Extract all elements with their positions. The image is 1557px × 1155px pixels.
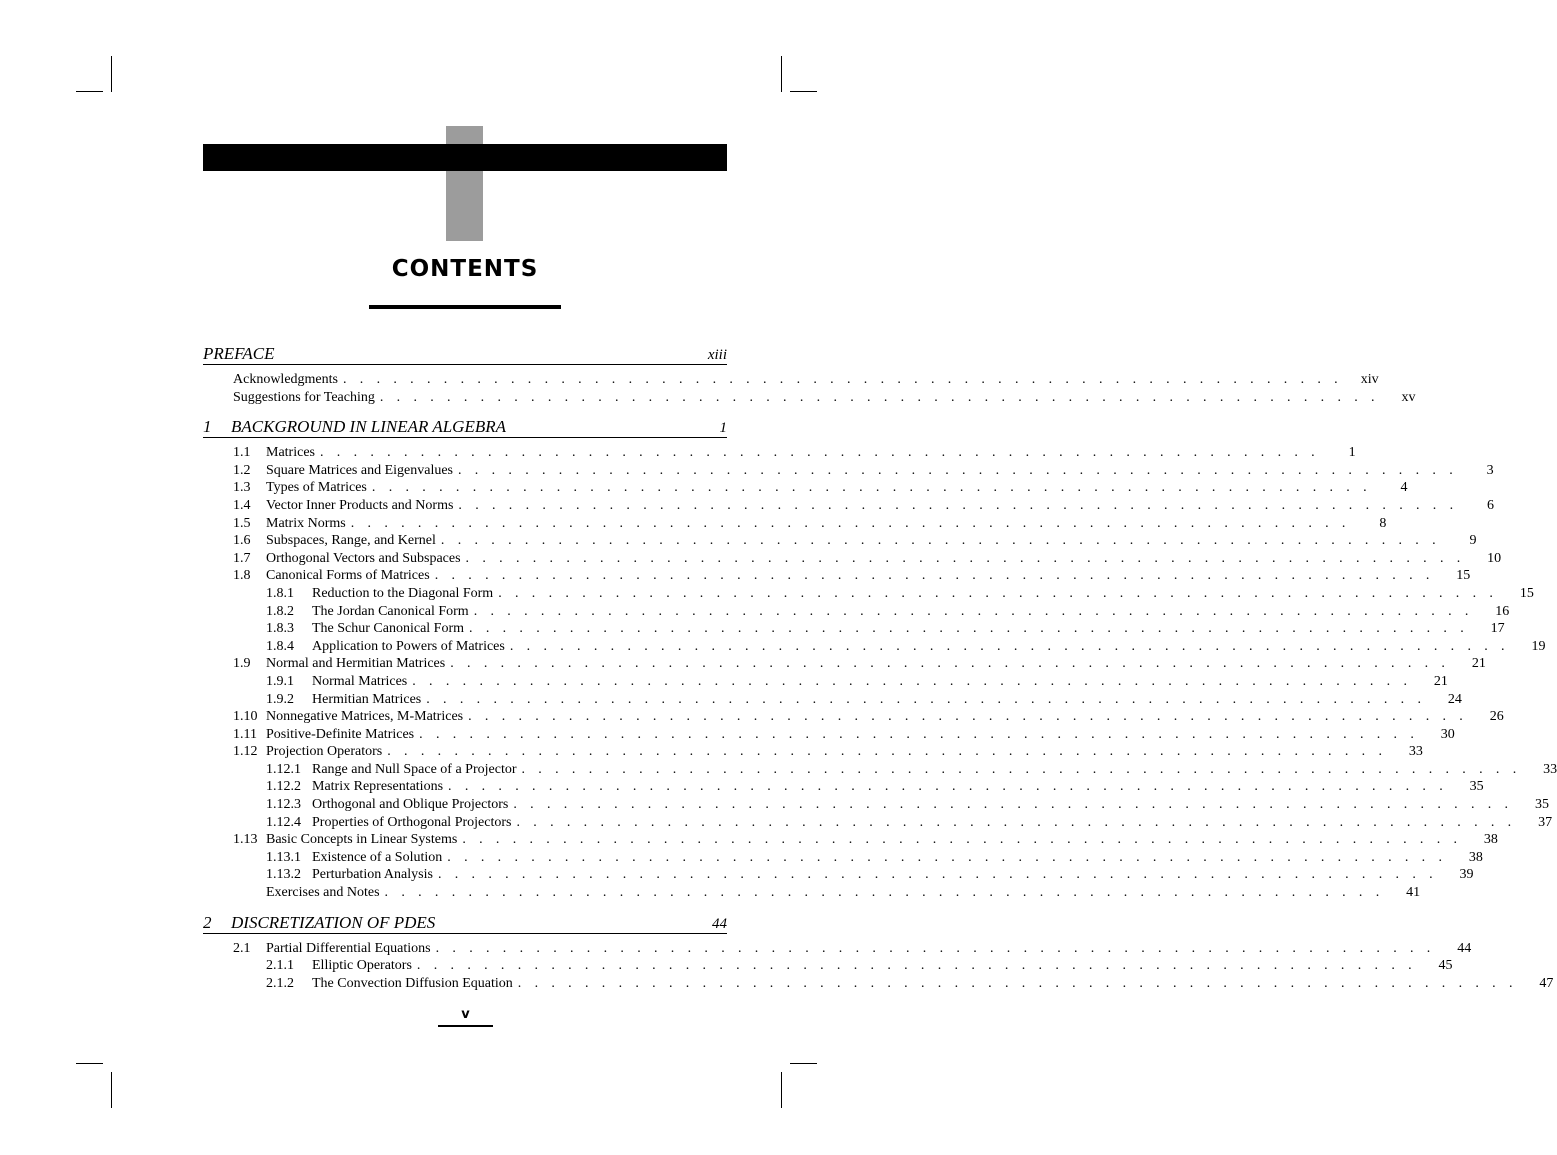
- entry-number: 1.11: [233, 726, 257, 742]
- chapter-page: 44: [712, 915, 727, 932]
- entry-page: 15: [1456, 568, 1471, 584]
- chapter-number: 1: [203, 417, 212, 437]
- dot-leader: . . . . . . . . . . . . . . . . . . . . . . . . . . . . . . . . . . . . . . . . . . . . . . . . . . . . . . . . . . . .: [437, 867, 1438, 883]
- entry-title: Matrix Representations: [312, 779, 444, 795]
- entry-page: 4: [1400, 480, 1408, 496]
- toc-entry[interactable]: [203, 462, 1494, 480]
- dot-leader: . . . . . . . . . . . . . . . . . . . . . . . . . . . . . . . . . . . . . . . . . . . . . . . . . . . . . . . . . . . .: [379, 389, 1380, 405]
- entry-title: Perturbation Analysis: [312, 867, 433, 883]
- dot-leader: . . . . . . . . . . . . . . . . . . . . . . . . . . . . . . . . . . . . . . . . . . . . . . . . . . . . . . . . . . . .: [517, 975, 1518, 991]
- entry-page: 41: [1406, 885, 1421, 901]
- toc-entry[interactable]: [203, 866, 1474, 884]
- chapter-heading[interactable]: [203, 343, 727, 365]
- entry-title: Elliptic Operators: [312, 958, 412, 974]
- toc-entry[interactable]: [203, 603, 1510, 621]
- entry-number: 1.9: [233, 656, 251, 672]
- entry-list: [203, 365, 1416, 416]
- table-of-contents: [203, 343, 1557, 1002]
- crop-mark: [76, 91, 103, 92]
- crop-mark: [790, 91, 817, 92]
- dot-leader: . . . . . . . . . . . . . . . . . . . . . . . . . . . . . . . . . . . . . . . . . . . . . . . . . . . . . . . . . . . .: [473, 603, 1474, 619]
- toc-entry[interactable]: [203, 638, 1546, 656]
- dot-leader: . . . . . . . . . . . . . . . . . . . . . . . . . . . . . . . . . . . . . . . . . . . . . . . . . . . . . . . . . . . .: [435, 940, 1436, 956]
- dot-leader: . . . . . . . . . . . . . . . . . . . . . . . . . . . . . . . . . . . . . . . . . . . . . . . . . . . . . . . . . . . .: [465, 550, 1466, 566]
- entry-title: Orthogonal and Oblique Projectors: [312, 797, 509, 813]
- dot-leader: . . . . . . . . . . . . . . . . . . . . . . . . . . . . . . . . . . . . . . . . . . . . . . . . . . . . . . . . . . . .: [412, 673, 1412, 689]
- chapter-heading[interactable]: [203, 912, 727, 934]
- dot-leader: . . . . . . . . . . . . . . . . . . . . . . . . . . . . . . . . . . . . . . . . . . . . . . . . . . . . . . . . . . . .: [447, 849, 1447, 865]
- entry-number: 1.5: [233, 515, 251, 531]
- dot-leader: . . . . . . . . . . . . . . . . . . . . . . . . . . . . . . . . . . . . . . . . . . . . . . . . . . . . . . . . . . . .: [469, 621, 1469, 637]
- title-rule: [369, 305, 561, 309]
- entry-number: 1.8.1: [266, 585, 294, 601]
- entry-page: 19: [1531, 638, 1546, 654]
- toc-entry[interactable]: [203, 796, 1549, 814]
- crop-mark: [111, 56, 112, 92]
- dot-leader: . . . . . . . . . . . . . . . . . . . . . . . . . . . . . . . . . . . . . . . . . . . . . . . . . . . . . . . . . . . .: [434, 568, 1435, 584]
- crop-mark: [781, 56, 782, 92]
- toc-entry[interactable]: [203, 849, 1483, 867]
- entry-page: 38: [1483, 832, 1498, 848]
- entry-page: 26: [1489, 709, 1504, 725]
- page-number: v: [461, 1007, 470, 1022]
- entry-title: Vector Inner Products and Norms: [266, 497, 454, 513]
- dot-leader: . . . . . . . . . . . . . . . . . . . . . . . . . . . . . . . . . . . . . . . . . . . . . . . . . . . . . . . . . . . .: [458, 497, 1459, 513]
- crop-mark: [790, 1063, 817, 1064]
- entry-page: 17: [1490, 621, 1505, 637]
- entry-page: 33: [1408, 744, 1423, 760]
- toc-entry[interactable]: [203, 814, 1553, 832]
- entry-number: 1.1: [233, 445, 251, 461]
- entry-page: 9: [1469, 533, 1477, 549]
- entry-number: 1.8.4: [266, 638, 294, 654]
- dot-leader: . . . . . . . . . . . . . . . . . . . . . . . . . . . . . . . . . . . . . . . . . . . . . . . . . . . . . . . . . . . .: [498, 585, 1498, 601]
- toc-entry[interactable]: [203, 444, 1356, 462]
- entry-page: 1: [1348, 445, 1356, 461]
- dot-leader: . . . . . . . . . . . . . . . . . . . . . . . . . . . . . . . . . . . . . . . . . . . . . . . . . . . . . . . . . . . .: [462, 832, 1462, 848]
- entry-number: 1.2: [233, 462, 251, 478]
- toc-entry[interactable]: [203, 550, 1502, 568]
- dot-leader: . . . . . . . . . . . . . . . . . . . . . . . . . . . . . . . . . . . . . . . . . . . . . . . . . . . . . . . . . . . .: [521, 761, 1522, 777]
- chapter-title: BACKGROUND IN LINEAR ALGEBRA: [231, 417, 506, 437]
- entry-title: Positive-Definite Matrices: [266, 726, 415, 742]
- dot-leader: . . . . . . . . . . . . . . . . . . . . . . . . . . . . . . . . . . . . . . . . . . . . . . . . . . . . . . . . . . . .: [371, 480, 1372, 496]
- toc-entry[interactable]: [203, 708, 1504, 726]
- entry-page: 15: [1519, 585, 1534, 601]
- entry-number: 1.13.1: [266, 849, 301, 865]
- entry-title: Acknowledgments: [233, 372, 338, 387]
- dot-leader: . . . . . . . . . . . . . . . . . . . . . . . . . . . . . . . . . . . . . . . . . . . . . . . . . . . . . . . . . . . .: [468, 709, 1468, 725]
- entry-number: 1.12.1: [266, 761, 301, 777]
- entry-page: 47: [1539, 975, 1554, 991]
- dot-leader: . . . . . . . . . . . . . . . . . . . . . . . . . . . . . . . . . . . . . . . . . . . . . . . . . . . . . . . . . . . .: [319, 445, 1320, 461]
- toc-entry[interactable]: [203, 673, 1448, 691]
- entry-title: Types of Matrices: [266, 480, 367, 496]
- entry-title: Normal and Hermitian Matrices: [266, 656, 446, 672]
- entry-page: 21: [1471, 656, 1486, 672]
- dot-leader: . . . . . . . . . . . . . . . . . . . . . . . . . . . . . . . . . . . . . . . . . . . . . . . . . . . . . . . . . . . .: [448, 779, 1448, 795]
- chapter-page: 1: [719, 420, 727, 437]
- dot-leader: . . . . . . . . . . . . . . . . . . . . . . . . . . . . . . . . . . . . . . . . . . . . . . . . . . . . . . . . . . . .: [509, 638, 1510, 654]
- entry-number: 1.12.4: [266, 814, 301, 830]
- chapter-number: 2: [203, 912, 212, 932]
- toc-entry[interactable]: [203, 567, 1471, 585]
- entry-number: 1.8.3: [266, 621, 294, 637]
- dot-leader: . . . . . . . . . . . . . . . . . . . . . . . . . . . . . . . . . . . . . . . . . . . . . . . . . . . . . . . . . . . .: [516, 814, 1517, 830]
- entry-number: 1.7: [233, 550, 251, 566]
- toc-entry[interactable]: [203, 389, 1416, 407]
- toc-entry[interactable]: [203, 975, 1554, 993]
- header-black-bar: [203, 144, 727, 171]
- entry-page: xiv: [1360, 372, 1379, 387]
- entry-page: 37: [1538, 814, 1553, 830]
- entry-number: 1.12.2: [266, 779, 301, 795]
- entry-page: 21: [1433, 673, 1448, 689]
- dot-leader: . . . . . . . . . . . . . . . . . . . . . . . . . . . . . . . . . . . . . . . . . . . . . . . . . . . . . . . . . . . .: [450, 656, 1450, 672]
- entry-number: 2.1.2: [266, 975, 294, 991]
- toc-entry[interactable]: [203, 497, 1495, 515]
- entry-title: Basic Concepts in Linear Systems: [266, 832, 458, 848]
- entry-number: 1.6: [233, 533, 251, 549]
- toc-entry[interactable]: [203, 726, 1455, 744]
- crop-mark: [781, 1072, 782, 1108]
- entry-page: 16: [1495, 603, 1510, 619]
- entry-title: Matrix Norms: [266, 515, 346, 531]
- toc-entry[interactable]: [203, 691, 1462, 709]
- entry-number: 2.1: [233, 940, 251, 956]
- entry-title: Normal Matrices: [312, 673, 408, 689]
- dot-leader: . . . . . . . . . . . . . . . . . . . . . . . . . . . . . . . . . . . . . . . . . . . . . . . . . . . . . . . . . . . .: [384, 885, 1385, 901]
- chapter-title: PREFACE: [203, 344, 275, 363]
- chapter-page: xiii: [707, 347, 727, 363]
- entry-page: 30: [1440, 726, 1455, 742]
- entry-page: 6: [1487, 497, 1495, 513]
- entry-number: 1.9.1: [266, 673, 294, 689]
- entry-title: The Convection Diffusion Equation: [312, 975, 513, 991]
- entry-list: [203, 934, 1554, 1003]
- entry-page: 45: [1438, 958, 1453, 974]
- dot-leader: . . . . . . . . . . . . . . . . . . . . . . . . . . . . . . . . . . . . . . . . . . . . . . . . . . . . . . . . . . . .: [440, 533, 1441, 549]
- entry-title: Orthogonal Vectors and Subspaces: [266, 550, 461, 566]
- entry-page: 35: [1469, 779, 1484, 795]
- entry-page: 33: [1543, 761, 1557, 777]
- entry-page: 44: [1457, 940, 1472, 956]
- entry-page: 38: [1468, 849, 1483, 865]
- toc-entry[interactable]: [203, 884, 1421, 902]
- entry-number: 1.8: [233, 568, 251, 584]
- entry-title: Reduction to the Diagonal Form: [312, 585, 494, 601]
- entry-page: xv: [1401, 389, 1416, 405]
- entry-title: Partial Differential Equations: [266, 940, 431, 956]
- crop-mark: [111, 1072, 112, 1108]
- entry-number: 2.1.1: [266, 958, 294, 974]
- dot-leader: . . . . . . . . . . . . . . . . . . . . . . . . . . . . . . . . . . . . . . . . . . . . . . . . . . . . . . . . . . . .: [458, 462, 1458, 478]
- toc-entry[interactable]: [203, 620, 1505, 638]
- entry-number: 1.8.2: [266, 603, 294, 619]
- entry-title: The Jordan Canonical Form: [312, 603, 469, 619]
- toc-entry[interactable]: [203, 957, 1453, 975]
- entry-title: Exercises and Notes: [266, 885, 380, 901]
- entry-title: Square Matrices and Eigenvalues: [266, 462, 453, 478]
- toc-entry[interactable]: [203, 371, 1379, 389]
- entry-title: Properties of Orthogonal Projectors: [312, 814, 512, 830]
- page-title: CONTENTS: [391, 256, 539, 282]
- entry-title: Subspaces, Range, and Kernel: [266, 533, 436, 549]
- chapter-heading[interactable]: [203, 416, 727, 438]
- page-number-rule: [438, 1025, 493, 1027]
- entry-page: 8: [1379, 515, 1387, 531]
- toc-entry[interactable]: [203, 532, 1477, 550]
- entry-title: Matrices: [266, 445, 315, 461]
- entry-number: 1.12.3: [266, 797, 301, 813]
- entry-page: 3: [1486, 462, 1494, 478]
- entry-title: The Schur Canonical Form: [312, 621, 465, 637]
- entry-number: 1.13.2: [266, 867, 301, 883]
- entry-page: 10: [1487, 550, 1502, 566]
- dot-leader: . . . . . . . . . . . . . . . . . . . . . . . . . . . . . . . . . . . . . . . . . . . . . . . . . . . . . . . . . . . .: [387, 744, 1387, 760]
- entry-title: Canonical Forms of Matrices: [266, 568, 430, 584]
- toc-entry[interactable]: [203, 940, 1472, 958]
- toc-entry[interactable]: [203, 778, 1484, 796]
- entry-title: Existence of a Solution: [312, 849, 443, 865]
- entry-number: 1.13: [233, 832, 258, 848]
- entry-title: Projection Operators: [266, 744, 383, 760]
- toc-entry[interactable]: [203, 515, 1387, 533]
- toc-entry[interactable]: [203, 585, 1534, 603]
- crop-mark: [76, 1063, 103, 1064]
- toc-entry[interactable]: [203, 479, 1408, 497]
- entry-title: Suggestions for Teaching: [233, 389, 375, 405]
- toc-entry[interactable]: [203, 761, 1557, 779]
- entry-page: 35: [1534, 797, 1549, 813]
- dot-leader: . . . . . . . . . . . . . . . . . . . . . . . . . . . . . . . . . . . . . . . . . . . . . . . . . . . . . . . . . . . .: [426, 691, 1426, 707]
- entry-page: 39: [1459, 867, 1474, 883]
- toc-entry[interactable]: [203, 743, 1423, 761]
- entry-number: 1.10: [233, 709, 258, 725]
- entry-title: Hermitian Matrices: [312, 691, 422, 707]
- entry-title: Application to Powers of Matrices: [312, 638, 505, 654]
- entry-number: 1.3: [233, 480, 251, 496]
- toc-entry[interactable]: [203, 655, 1486, 673]
- entry-number: 1.12: [233, 744, 258, 760]
- entry-page: 24: [1447, 691, 1462, 707]
- entry-number: 1.9.2: [266, 691, 294, 707]
- entry-title: Range and Null Space of a Projector: [312, 761, 517, 777]
- toc-entry[interactable]: [203, 831, 1498, 849]
- dot-leader: . . . . . . . . . . . . . . . . . . . . . . . . . . . . . . . . . . . . . . . . . . . . . . . . . . . . . . . . . . . .: [342, 372, 1343, 387]
- dot-leader: . . . . . . . . . . . . . . . . . . . . . . . . . . . . . . . . . . . . . . . . . . . . . . . . . . . . . . . . . . . .: [416, 958, 1417, 974]
- entry-list: [203, 438, 1557, 911]
- entry-number: 1.4: [233, 497, 251, 513]
- entry-title: Nonnegative Matrices, M-Matrices: [266, 709, 464, 725]
- dot-leader: . . . . . . . . . . . . . . . . . . . . . . . . . . . . . . . . . . . . . . . . . . . . . . . . . . . . . . . . . . . .: [419, 726, 1419, 742]
- chapter-title: DISCRETIZATION OF PDES: [231, 912, 436, 932]
- dot-leader: . . . . . . . . . . . . . . . . . . . . . . . . . . . . . . . . . . . . . . . . . . . . . . . . . . . . . . . . . . . .: [513, 797, 1513, 813]
- dot-leader: . . . . . . . . . . . . . . . . . . . . . . . . . . . . . . . . . . . . . . . . . . . . . . . . . . . . . . . . . . . .: [350, 515, 1351, 531]
